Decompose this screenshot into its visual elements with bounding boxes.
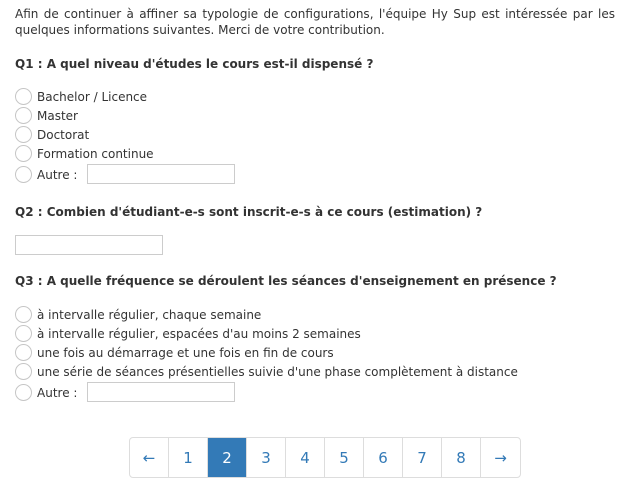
- radio-button[interactable]: [15, 107, 32, 124]
- question-1-title: Q1 : A quel niveau d'études le cours est-il dispensé ?: [15, 57, 374, 71]
- q3-option-autre[interactable]: [15, 383, 77, 402]
- intro-text: Afin de continuer à affiner sa typologie de configurations, l'équipe Hy Sup est intéressée par les quelques informations suivantes. Merci de votre contribution.: [15, 7, 615, 37]
- radio-button[interactable]: [15, 166, 32, 183]
- q1-option-autre[interactable]: [15, 165, 77, 184]
- q1-option-master[interactable]: [15, 106, 78, 125]
- q1-autre-input[interactable]: [87, 164, 235, 184]
- option-label: Autre :: [37, 167, 78, 182]
- q2-student-count-input[interactable]: [15, 235, 163, 255]
- option-label: une fois au démarrage et une fois en fin de cours: [37, 345, 334, 360]
- option-label: Doctorat: [37, 127, 90, 142]
- page-button-6[interactable]: 6: [364, 438, 403, 477]
- option-label: à intervalle régulier, espacées d'au moins 2 semaines: [37, 326, 361, 341]
- q3-autre-input[interactable]: [87, 382, 235, 402]
- page-button-8[interactable]: 8: [442, 438, 481, 477]
- page-button-1[interactable]: 1: [169, 438, 208, 477]
- radio-button[interactable]: [15, 126, 32, 143]
- q1-option-bachelor[interactable]: [15, 87, 147, 106]
- q3-option-biweekly[interactable]: [15, 324, 361, 343]
- pagination: [129, 437, 521, 478]
- q1-option-doctorat[interactable]: [15, 125, 89, 144]
- page-button-3[interactable]: 3: [247, 438, 286, 477]
- option-label: Formation continue: [37, 146, 154, 161]
- q3-option-weekly[interactable]: [15, 305, 261, 324]
- option-label: Autre :: [37, 385, 78, 400]
- radio-button[interactable]: [15, 384, 32, 401]
- page-button-2-active[interactable]: 2: [208, 438, 247, 477]
- q3-option-start-end[interactable]: [15, 343, 334, 362]
- radio-button[interactable]: [15, 363, 32, 380]
- question-2-title: Q2 : Combien d'étudiant-e-s sont inscrit-e-s à ce cours (estimation) ?: [15, 205, 483, 219]
- question-3-title: Q3 : A quelle fréquence se déroulent les séances d'enseignement en présence ?: [15, 274, 557, 288]
- next-page-button[interactable]: →: [494, 448, 507, 467]
- radio-button[interactable]: [15, 325, 32, 342]
- radio-button[interactable]: [15, 145, 32, 162]
- radio-button[interactable]: [15, 88, 32, 105]
- radio-button[interactable]: [15, 344, 32, 361]
- page-button-4[interactable]: 4: [286, 438, 325, 477]
- radio-button[interactable]: [15, 306, 32, 323]
- option-label: Bachelor / Licence: [37, 89, 148, 104]
- page-button-5[interactable]: 5: [325, 438, 364, 477]
- page-button-7[interactable]: 7: [403, 438, 442, 477]
- option-label: une série de séances présentielles suivie d'une phase complètement à distance: [37, 364, 518, 379]
- q3-option-series-then-distance[interactable]: [15, 362, 518, 381]
- option-label: Master: [37, 108, 78, 123]
- option-label: à intervalle régulier, chaque semaine: [37, 307, 262, 322]
- q1-option-formation-continue[interactable]: [15, 144, 154, 163]
- prev-page-button[interactable]: ←: [130, 438, 169, 477]
